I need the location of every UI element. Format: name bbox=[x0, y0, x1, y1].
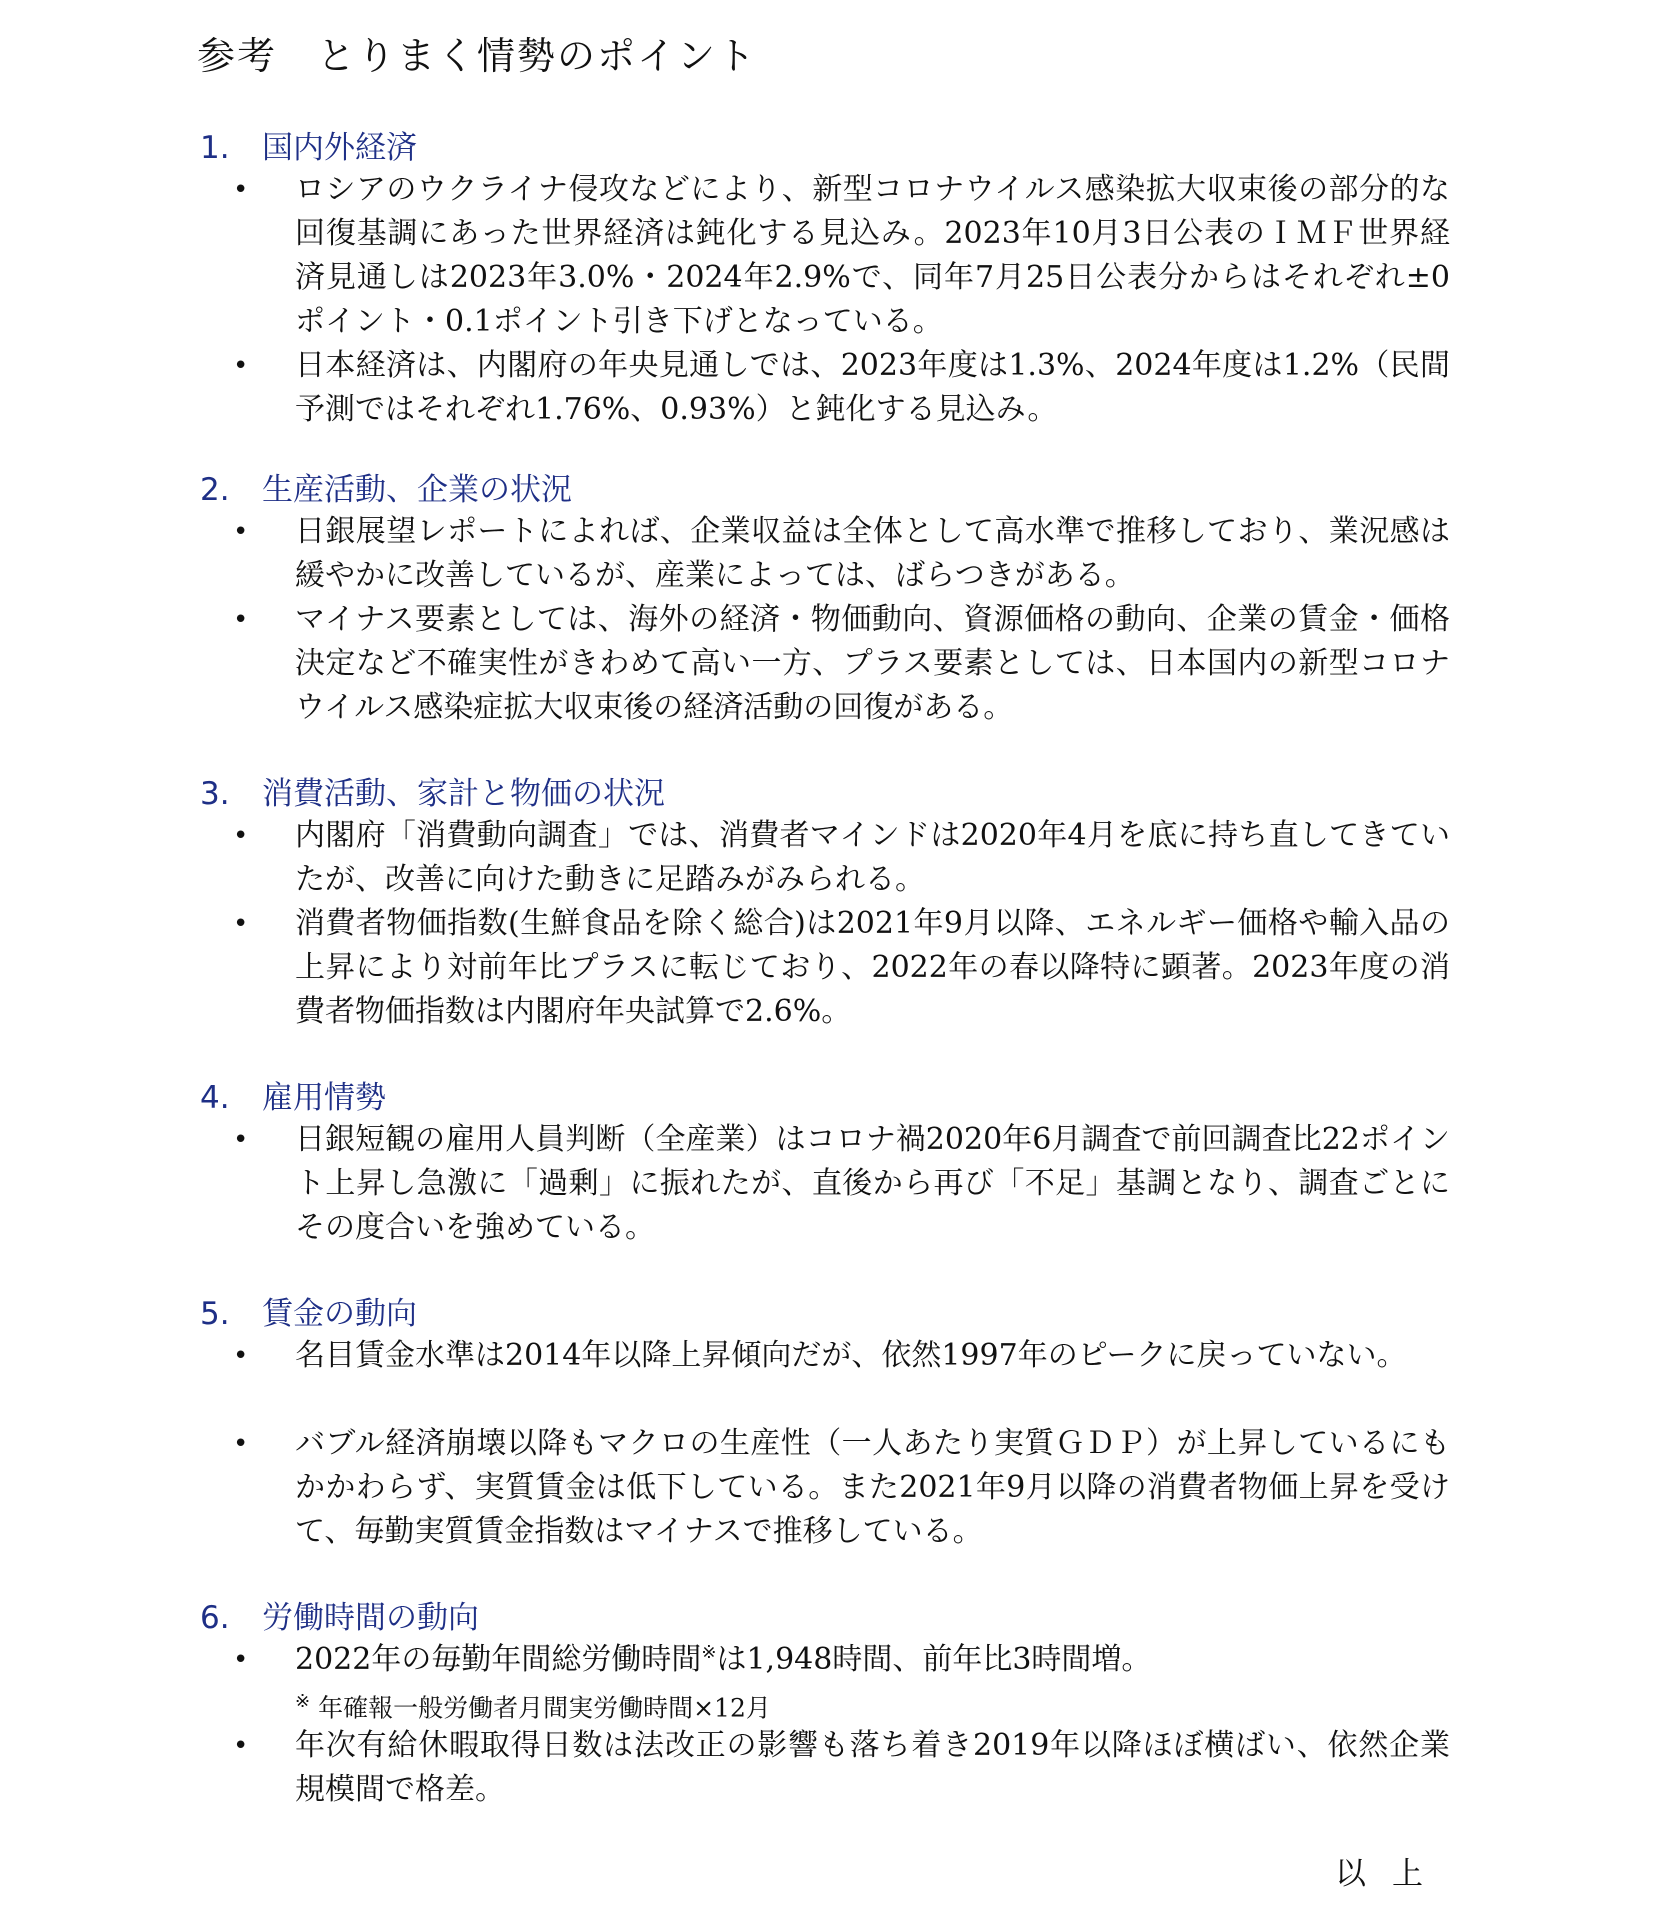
section-title: 国内外経済 bbox=[262, 130, 417, 166]
bullet-text: 日銀短観の雇用人員判断（全産業）はコロナ禍2020年6月調査で前回調査比22ポイント上昇し急激に「過剰」に振れたが、直後から再び「不足」基調となり、調査ごとにその度合いを強めている。 bbox=[295, 1122, 1450, 1245]
bullet-text: 内閣府「消費動向調査」では、消費者マインドは2020年4月を底に持ち直してきていたが、改善に向けた動きに足踏みがみられる。 bbox=[295, 818, 1450, 897]
section-number: 6. bbox=[200, 1600, 230, 1636]
bullet-icon: • bbox=[233, 605, 249, 635]
section-heading bbox=[200, 1292, 417, 1336]
bullet-icon: • bbox=[233, 1125, 249, 1155]
section-number: 2. bbox=[200, 472, 230, 508]
bullet-text: 日銀展望レポートによれば、企業収益は全体として高水準で推移しており、業況感は緩やかに改善しているが、産業によっては、ばらつきがある。 bbox=[295, 514, 1450, 593]
section-number: 5. bbox=[200, 1296, 230, 1332]
bullet-text: ロシアのウクライナ侵攻などにより、新型コロナウイルス感染拡大収束後の部分的な回復基調にあった世界経済は鈍化する見込み。2023年10月3日公表のＩＭＦ世界経済見通しは2023年3.0%・2024年2.9%で、同年7月25日公表分からはそれぞれ±0ポイント・0.1ポイント引き下げとなっている。 bbox=[295, 172, 1450, 339]
bullet-text-part: は1,948時間、前年比3時間増。 bbox=[716, 1642, 1152, 1677]
bullet-text bbox=[295, 1638, 1450, 1682]
bullet-icon: • bbox=[233, 821, 249, 851]
bullet-icon: • bbox=[233, 517, 249, 547]
section-heading bbox=[200, 126, 417, 170]
bullet-text: バブル経済崩壊以降もマクロの生産性（一人あたり実質ＧＤＰ）が上昇しているにもかかわらず、実質賃金は低下している。また2021年9月以降の消費者物価上昇を受けて、毎勤実質賃金指数はマイナスで推移している。 bbox=[295, 1426, 1450, 1549]
bullet-text: 年次有給休暇取得日数は法改正の影響も落ち着き2019年以降ほぼ横ばい、依然企業規模間で格差。 bbox=[295, 1728, 1450, 1807]
bullet-text: 日本経済は、内閣府の年央見通しでは、2023年度は1.3%、2024年度は1.2%（民間予測ではそれぞれ1.76%、0.93%）と鈍化する見込み。 bbox=[295, 348, 1450, 427]
bullet-text: 消費者物価指数(生鮮食品を除く総合)は2021年9月以降、エネルギー価格や輸入品の上昇により対前年比プラスに転じており、2022年の春以降特に顕著。2023年度の消費者物価指数は内閣府年央試算で2.6%。 bbox=[295, 906, 1450, 1029]
section-heading bbox=[200, 468, 572, 512]
bullet-icon: • bbox=[233, 1341, 249, 1371]
page-title: 参考 とりまく情勢のポイント bbox=[197, 34, 758, 78]
section-heading bbox=[200, 1596, 479, 1640]
bullet-text: 名目賃金水準は2014年以降上昇傾向だが、依然1997年のピークに戻っていない。 bbox=[295, 1338, 1407, 1373]
bullet-icon: • bbox=[233, 1645, 249, 1675]
section-title: 労働時間の動向 bbox=[262, 1600, 479, 1636]
footnote bbox=[295, 1684, 771, 1726]
bullet-icon: • bbox=[233, 1731, 249, 1761]
footnote-mark: ※ bbox=[701, 1642, 717, 1663]
bullet-icon: • bbox=[233, 175, 249, 205]
section-number: 3. bbox=[200, 776, 230, 812]
section-title: 生産活動、企業の状況 bbox=[262, 472, 572, 508]
section-title: 雇用情勢 bbox=[262, 1080, 386, 1116]
section-number: 1. bbox=[200, 130, 230, 166]
section-number: 4. bbox=[200, 1080, 230, 1116]
closing-mark: 以上 bbox=[1335, 1856, 1449, 1892]
footnote-mark: ※ bbox=[295, 1691, 311, 1712]
bullet-icon: • bbox=[233, 909, 249, 939]
section-title: 消費活動、家計と物価の状況 bbox=[262, 776, 665, 812]
bullet-icon: • bbox=[233, 351, 249, 381]
footnote-text: 年確報一般労働者月間実労働時間×12月 bbox=[318, 1693, 771, 1723]
section-heading bbox=[200, 1076, 386, 1120]
bullet-text-part: 2022年の毎勤年間総労働時間 bbox=[295, 1642, 702, 1677]
section-heading bbox=[200, 772, 665, 816]
section-title: 賃金の動向 bbox=[262, 1296, 417, 1332]
bullet-icon: • bbox=[233, 1429, 249, 1459]
bullet-text: マイナス要素としては、海外の経済・物価動向、資源価格の動向、企業の賃金・価格決定など不確実性がきわめて高い一方、プラス要素としては、日本国内の新型コロナウイルス感染症拡大収束後の経済活動の回復がある。 bbox=[295, 602, 1450, 725]
